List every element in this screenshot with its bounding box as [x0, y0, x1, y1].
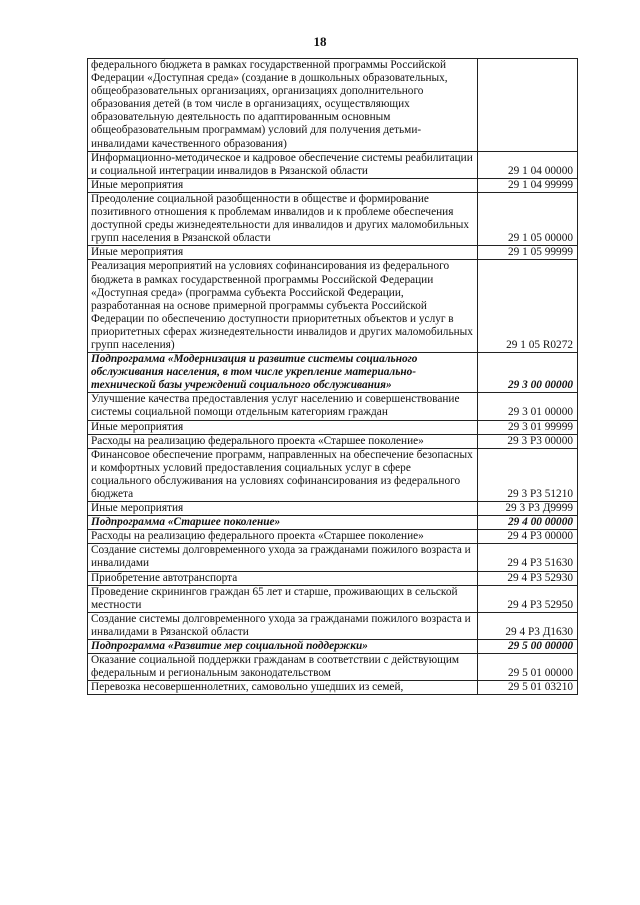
row-name-cell: Реализация мероприятий на условиях софинансирования из федерального бюджета в рамках государственной программы Российской Федерации «Доступная среда» (программа субъекта Российской Федерации, разработанная на основе примерной программы субъекта Российской Федерации по обеспечению доступности приоритетных объектов и услуг в приоритетных сферах жизнедеятельности инвалидов и других маломобильных групп населения) — [88, 260, 478, 353]
table-row — [88, 502, 578, 516]
table-row — [88, 571, 578, 585]
row-name-cell: Иные мероприятия — [88, 246, 478, 260]
table-row — [88, 585, 578, 612]
row-code-cell: 29 4 P3 52930 — [478, 571, 578, 585]
row-name-cell: Расходы на реализацию федерального проекта «Старшее поколение» — [88, 530, 478, 544]
row-code-cell: 29 4 00 00000 — [478, 516, 578, 530]
table-row — [88, 420, 578, 434]
row-name-cell: Информационно-методическое и кадровое обеспечение системы реабилитации и социальной интеграции инвалидов в Рязанской области — [88, 151, 478, 178]
row-code-cell: 29 3 P3 51210 — [478, 448, 578, 501]
budget-classification-table — [87, 58, 578, 695]
row-name-cell: Проведение скринингов граждан 65 лет и старше, проживающих в сельской местности — [88, 585, 478, 612]
row-code-cell: 29 3 P3 Д9999 — [478, 502, 578, 516]
row-code-cell: 29 1 05 00000 — [478, 192, 578, 245]
row-code-cell: 29 4 P3 Д1630 — [478, 612, 578, 639]
row-name-cell: Приобретение автотранспорта — [88, 571, 478, 585]
row-code-cell: 29 1 05 R0272 — [478, 260, 578, 353]
row-name-cell: Расходы на реализацию федерального проекта «Старшее поколение» — [88, 434, 478, 448]
table-row — [88, 246, 578, 260]
row-name-cell: Иные мероприятия — [88, 420, 478, 434]
row-code-cell — [478, 59, 578, 152]
table-row — [88, 544, 578, 571]
row-name-cell: Оказание социальной поддержки гражданам в соответствии с действующим федеральным и региональным законодательством — [88, 654, 478, 681]
row-code-cell: 29 5 00 00000 — [478, 640, 578, 654]
subprogram-row — [88, 353, 578, 393]
subprogram-row — [88, 640, 578, 654]
row-name-cell: федерального бюджета в рамках государственной программы Российской Федерации «Доступная среда» (создание в дошкольных образовательных, общеобразовательных организациях, организациях дополнительного образования детей (в том числе в организациях, осуществляющих образовательную деятельность по адаптированным основным общеобразовательным программам) условий для получения детьми-инвалидами качественного образования) — [88, 59, 478, 152]
table-row — [88, 434, 578, 448]
row-name-cell: Подпрограмма «Модернизация и развитие системы социального обслуживания населения, в том числе укрепление материально-технической базы учреждений социального обслуживания» — [88, 353, 478, 393]
row-name-cell: Подпрограмма «Старшее поколение» — [88, 516, 478, 530]
row-name-cell: Финансовое обеспечение программ, направленных на обеспечение безопасных и комфортных условий предоставления социальных услуг в сфере социального обслуживания на условиях софинансирования из федерального бюджета — [88, 448, 478, 501]
table-row — [88, 192, 578, 245]
row-code-cell: 29 1 04 99999 — [478, 178, 578, 192]
row-code-cell: 29 5 01 00000 — [478, 654, 578, 681]
row-code-cell: 29 4 P3 52950 — [478, 585, 578, 612]
row-code-cell: 29 3 01 00000 — [478, 393, 578, 420]
table-row — [88, 151, 578, 178]
row-name-cell: Преодоление социальной разобщенности в обществе и формирование позитивного отношения к проблемам инвалидов и к проблеме обеспечения доступной среды жизнедеятельности для инвалидов и других маломобильных групп населения в Рязанской области — [88, 192, 478, 245]
row-code-cell: 29 1 04 00000 — [478, 151, 578, 178]
row-name-cell: Создание системы долговременного ухода за гражданами пожилого возраста и инвалидами — [88, 544, 478, 571]
row-code-cell: 29 4 P3 51630 — [478, 544, 578, 571]
row-code-cell: 29 3 01 99999 — [478, 420, 578, 434]
row-name-cell: Иные мероприятия — [88, 178, 478, 192]
row-name-cell: Перевозка несовершеннолетних, самовольно ушедших из семей, — [88, 681, 478, 695]
row-name-cell: Создание системы долговременного ухода за гражданами пожилого возраста и инвалидами в Рязанской области — [88, 612, 478, 639]
page-number: 18 — [313, 34, 327, 49]
table-row — [88, 393, 578, 420]
row-code-cell: 29 4 P3 00000 — [478, 530, 578, 544]
row-name-cell: Улучшение качества предоставления услуг населению и совершенствование системы социальной помощи отдельным категориям граждан — [88, 393, 478, 420]
table-row — [88, 654, 578, 681]
row-code-cell: 29 3 P3 00000 — [478, 434, 578, 448]
row-name-cell: Иные мероприятия — [88, 502, 478, 516]
row-code-cell: 29 1 05 99999 — [478, 246, 578, 260]
row-code-cell: 29 5 01 03210 — [478, 681, 578, 695]
subprogram-row — [88, 516, 578, 530]
table-body — [88, 59, 578, 695]
table-row — [88, 612, 578, 639]
table-row — [88, 59, 578, 152]
table-row — [88, 448, 578, 501]
table-row — [88, 260, 578, 353]
row-name-cell: Подпрограмма «Развитие мер социальной поддержки» — [88, 640, 478, 654]
table-row — [88, 530, 578, 544]
table-row — [88, 178, 578, 192]
table-row — [88, 681, 578, 695]
row-code-cell: 29 3 00 00000 — [478, 353, 578, 393]
